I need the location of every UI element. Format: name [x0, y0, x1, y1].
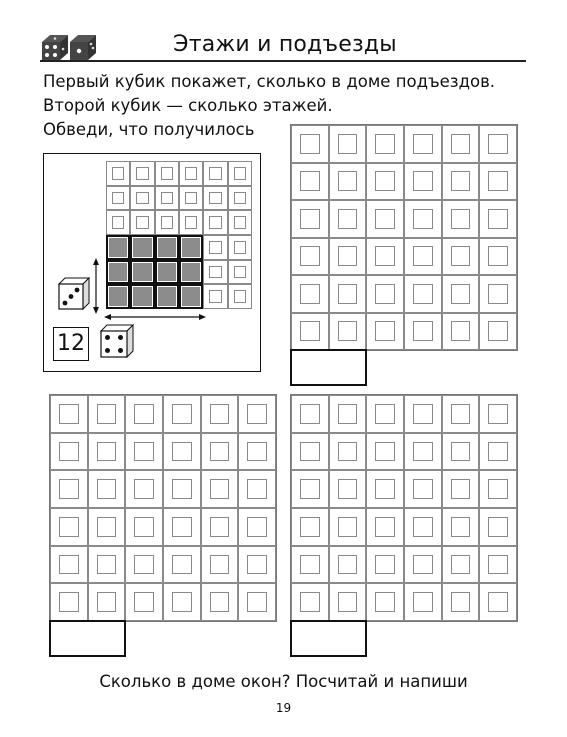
window-cell	[329, 238, 367, 276]
window-cell	[291, 470, 329, 508]
window-cell	[479, 395, 517, 433]
window-cell	[442, 395, 480, 433]
window-cell	[291, 395, 329, 433]
window-cell	[404, 313, 442, 351]
window-cell	[50, 508, 88, 546]
window-cell	[442, 125, 480, 163]
window-cell	[125, 508, 163, 546]
window-cell	[163, 508, 201, 546]
window-cell	[163, 583, 201, 621]
window-cell	[291, 508, 329, 546]
window-cell	[291, 125, 329, 163]
window-cell	[404, 433, 442, 471]
window-cell	[442, 163, 480, 201]
window-cell	[238, 470, 276, 508]
window-cell	[442, 583, 480, 621]
window-cell	[329, 200, 367, 238]
window-cell	[442, 275, 480, 313]
window-cell	[479, 313, 517, 351]
window-cell	[50, 470, 88, 508]
window-cell	[366, 125, 404, 163]
window-cell	[404, 508, 442, 546]
window-cell	[88, 433, 126, 471]
window-cell	[479, 583, 517, 621]
window-cell	[329, 163, 367, 201]
window-cell	[125, 583, 163, 621]
window-cell	[404, 395, 442, 433]
window-cell	[329, 508, 367, 546]
window-cell	[329, 313, 367, 351]
window-cell	[291, 163, 329, 201]
window-cell	[442, 470, 480, 508]
window-cell	[366, 395, 404, 433]
window-cell	[479, 163, 517, 201]
window-cell	[366, 275, 404, 313]
page-title: Этажи и подъезды	[173, 32, 397, 57]
window-cell	[442, 313, 480, 351]
window-cell	[404, 275, 442, 313]
window-cell	[366, 470, 404, 508]
window-cell	[404, 546, 442, 584]
page-number: 19	[275, 701, 292, 715]
instruction-line-1: Первый кубик покажет, сколько в доме подъездов.	[43, 72, 496, 91]
exercise-1-answer-box[interactable]	[290, 349, 367, 386]
window-cell	[442, 238, 480, 276]
window-cell	[238, 508, 276, 546]
die-three-icon	[58, 277, 90, 310]
window-cell	[238, 546, 276, 584]
window-cell	[329, 275, 367, 313]
window-cell	[125, 395, 163, 433]
window-cell	[201, 546, 239, 584]
window-cell	[50, 395, 88, 433]
window-cell	[479, 275, 517, 313]
die-four-icon	[100, 324, 134, 358]
window-cell	[479, 433, 517, 471]
window-cell	[291, 238, 329, 276]
window-cell	[442, 433, 480, 471]
window-cell	[291, 275, 329, 313]
window-cell	[50, 433, 88, 471]
window-cell	[88, 583, 126, 621]
window-cell	[125, 433, 163, 471]
window-cell	[291, 433, 329, 471]
window-cell	[201, 583, 239, 621]
dice-icon	[40, 32, 98, 62]
window-cell	[291, 200, 329, 238]
exercise-3-answer-box[interactable]	[290, 620, 367, 657]
title-rule	[40, 60, 526, 62]
window-cell	[329, 125, 367, 163]
window-cell	[442, 546, 480, 584]
window-cell	[201, 433, 239, 471]
exercise-2-building-grid	[49, 394, 277, 622]
window-cell	[201, 508, 239, 546]
window-cell	[404, 583, 442, 621]
exercise-1-building-grid	[290, 124, 518, 351]
window-cell	[479, 200, 517, 238]
window-cell	[366, 433, 404, 471]
window-cell	[88, 470, 126, 508]
window-cell	[366, 583, 404, 621]
window-cell	[479, 508, 517, 546]
example-answer-box: 12	[53, 327, 89, 361]
window-cell	[479, 546, 517, 584]
exercise-2-answer-box[interactable]	[49, 620, 126, 657]
window-cell	[201, 470, 239, 508]
window-cell	[404, 200, 442, 238]
window-cell	[163, 470, 201, 508]
window-cell	[329, 583, 367, 621]
window-cell	[479, 238, 517, 276]
window-cell	[125, 546, 163, 584]
window-cell	[404, 470, 442, 508]
window-cell	[366, 200, 404, 238]
window-cell	[366, 508, 404, 546]
window-cell	[442, 508, 480, 546]
instruction-line-3: Обведи, что получилось	[43, 120, 255, 139]
window-cell	[163, 395, 201, 433]
window-cell	[238, 433, 276, 471]
window-cell	[88, 508, 126, 546]
window-cell	[404, 163, 442, 201]
window-cell	[291, 313, 329, 351]
window-cell	[442, 200, 480, 238]
footer-question: Сколько в доме окон? Посчитай и напиши	[99, 672, 468, 691]
window-cell	[163, 433, 201, 471]
window-cell	[366, 546, 404, 584]
window-cell	[329, 395, 367, 433]
example-panel	[43, 153, 261, 372]
window-cell	[50, 546, 88, 584]
window-cell	[50, 583, 88, 621]
window-cell	[291, 546, 329, 584]
window-cell	[329, 470, 367, 508]
window-cell	[404, 238, 442, 276]
window-cell	[238, 395, 276, 433]
window-cell	[329, 433, 367, 471]
window-cell	[163, 546, 201, 584]
window-cell	[125, 470, 163, 508]
exercise-3-building-grid	[290, 394, 518, 622]
window-cell	[479, 470, 517, 508]
window-cell	[291, 583, 329, 621]
window-cell	[479, 125, 517, 163]
window-cell	[366, 313, 404, 351]
window-cell	[88, 546, 126, 584]
window-cell	[329, 546, 367, 584]
window-cell	[404, 125, 442, 163]
instruction-line-2: Второй кубик — сколько этажей.	[43, 96, 333, 115]
window-cell	[366, 163, 404, 201]
window-cell	[238, 583, 276, 621]
window-cell	[88, 395, 126, 433]
window-cell	[366, 238, 404, 276]
window-cell	[201, 395, 239, 433]
